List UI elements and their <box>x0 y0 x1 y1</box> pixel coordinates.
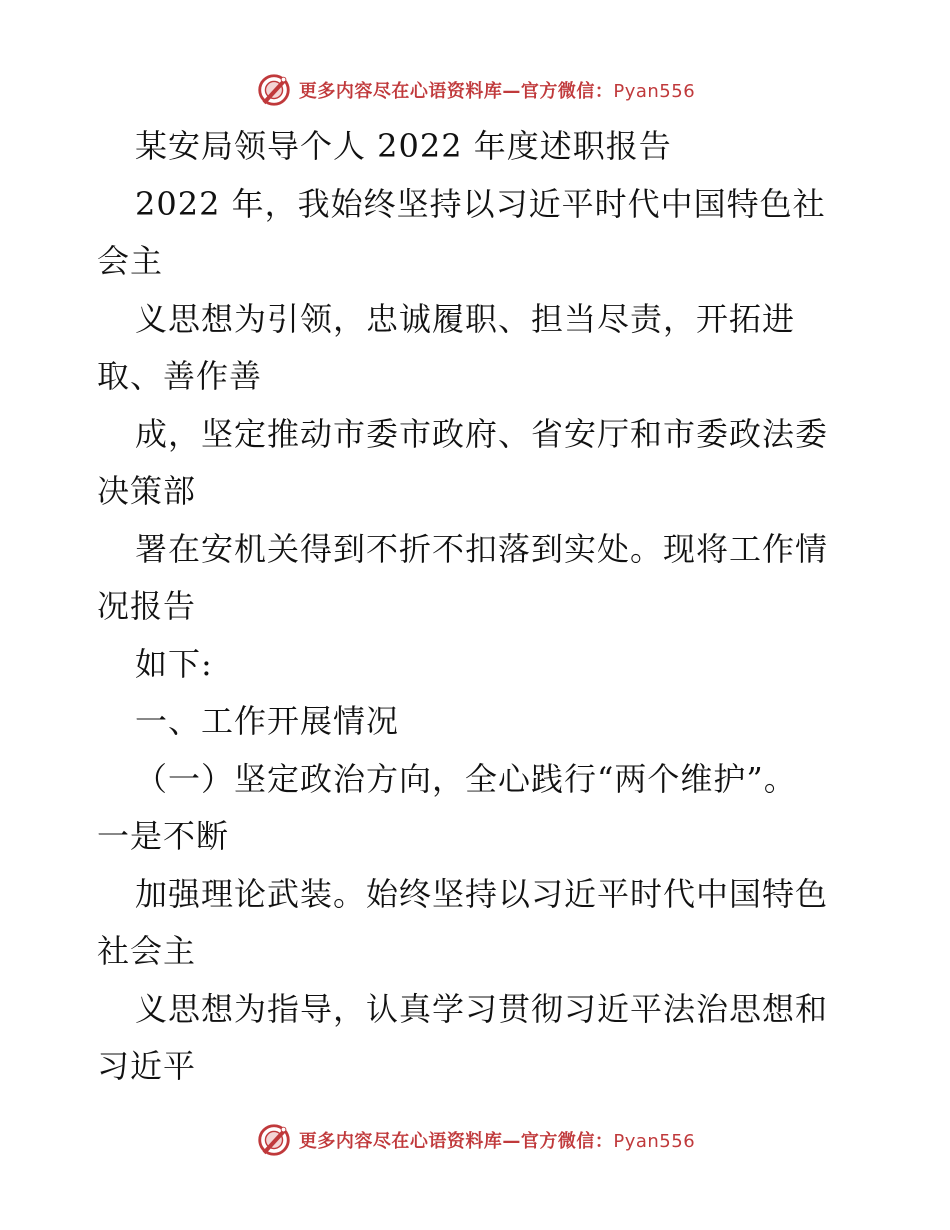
paragraph-line: 加强理论武装。始终坚持以习近平时代中国特色 <box>135 874 829 913</box>
pen-nib-circle-icon <box>255 71 293 109</box>
section-heading: 一、工作开展情况 <box>135 702 400 740</box>
document-body <box>97 118 857 1096</box>
paragraph-line: 决策部 <box>97 472 197 510</box>
paragraph-line: 义思想为指导，认真学习贯彻习近平法治思想和 <box>135 989 829 1028</box>
footer-banner <box>0 1118 950 1162</box>
banner-wechat-id: Pyan556 <box>613 81 696 102</box>
banner-label: 更多内容尽在心语资料库—官方微信： <box>298 1131 614 1152</box>
banner-text <box>299 77 695 103</box>
paragraph-line: 一是不断 <box>97 817 230 855</box>
paragraph-line: 会主 <box>97 242 164 280</box>
subsection-heading: （一）坚定政治方向，全心践行“两个维护”。 <box>135 759 797 798</box>
paragraph-line: 如下: <box>135 644 213 683</box>
paragraph-line: 义思想为引领，忠诚履职、担当尽责，开拓进 <box>135 299 796 338</box>
banner-wechat-id: Pyan556 <box>613 1131 696 1152</box>
paragraph-line: 习近平 <box>97 1047 197 1085</box>
header-banner <box>0 68 950 112</box>
pen-nib-circle-icon <box>255 1121 293 1159</box>
paragraph-line: 署在安机关得到不折不扣落到实处。现将工作情 <box>135 529 829 568</box>
paragraph-line: 2022 年，我始终坚持以习近平时代中国特色社 <box>135 184 826 223</box>
banner-label: 更多内容尽在心语资料库—官方微信： <box>298 81 614 102</box>
paragraph-line: 取、善作善 <box>97 357 263 395</box>
banner-text <box>299 1127 695 1153</box>
paragraph-line: 社会主 <box>97 932 197 970</box>
paragraph-line: 况报告 <box>97 587 197 625</box>
paragraph-line: 成，坚定推动市委市政府、省安厅和市委政法委 <box>135 414 829 453</box>
document-title: 某安局领导个人 2022 年度述职报告 <box>135 127 672 165</box>
